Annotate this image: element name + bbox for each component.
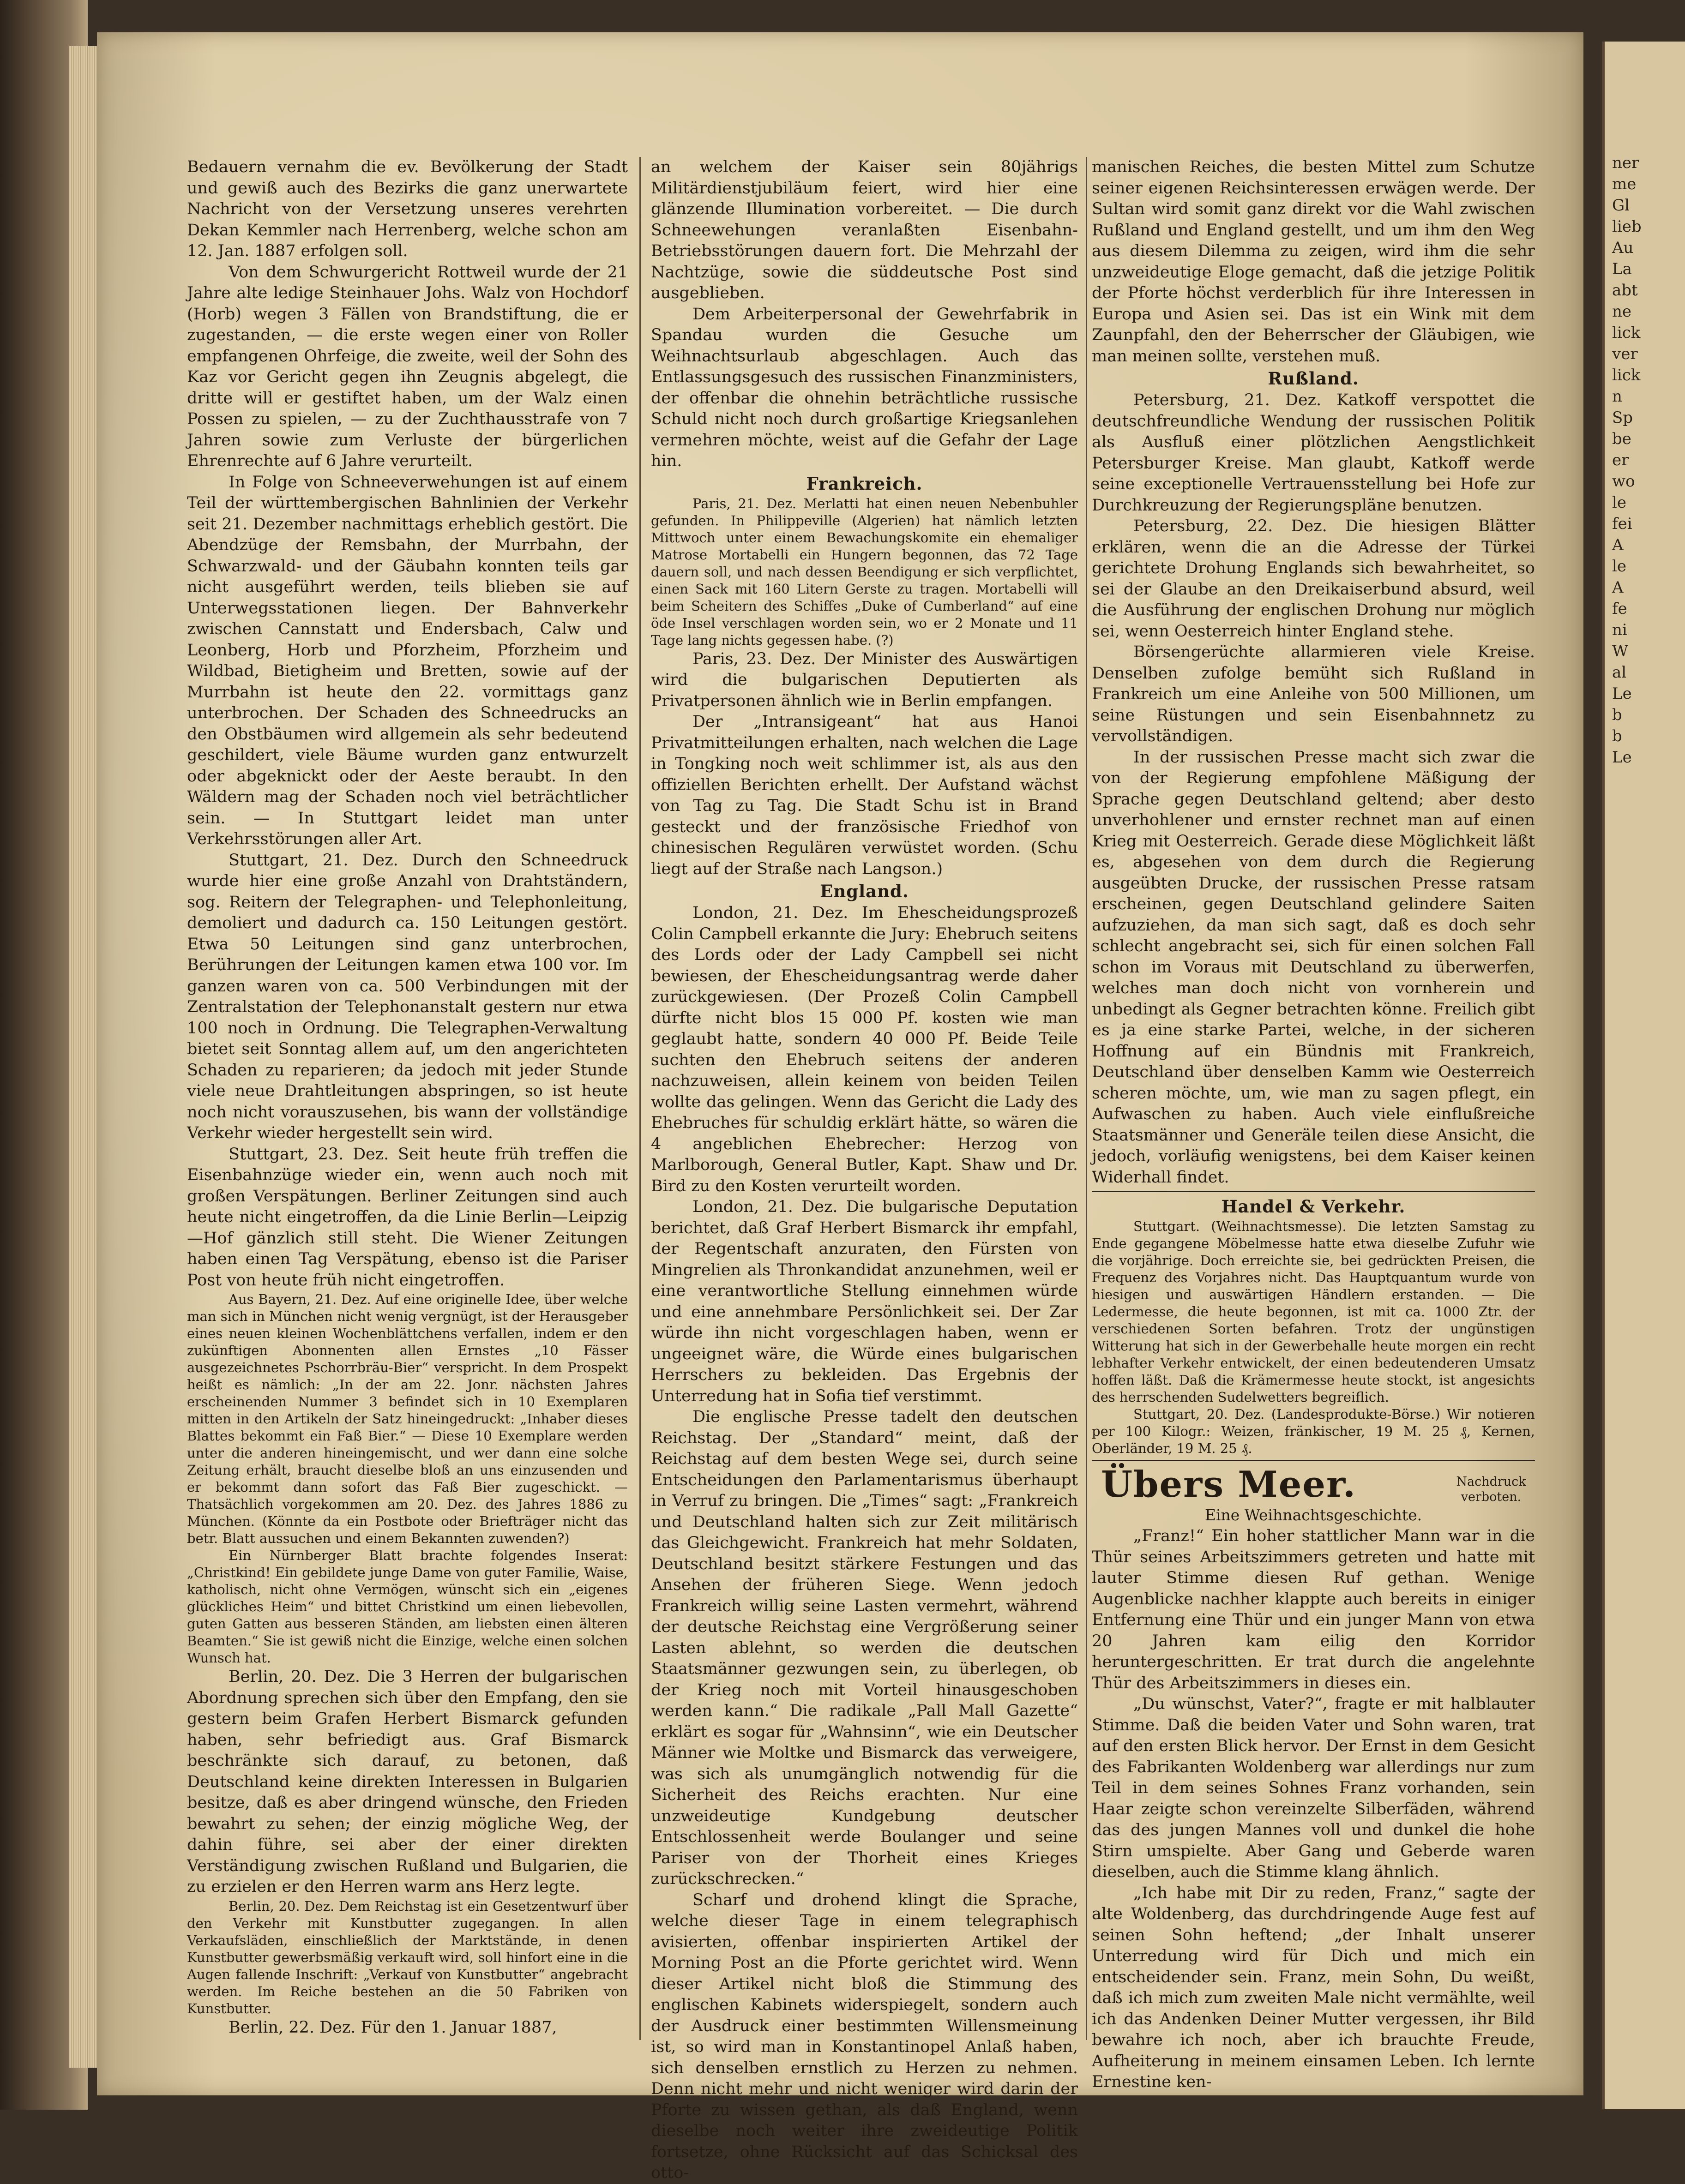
facing-page-line: ner (1612, 154, 1639, 172)
article: an welchem der Kaiser sein 80jährigs Militärdienstjubiläum feiert, wird hier eine glänzende Illumination vorbereitet. — Die durch Schneewehungen veranlaßten Eisenbahn-Betriebsstörungen dauern fort. Die Mehrzahl der Nachtzüge, sowie die süddeutsche Post sind ausgeblieben. (651, 158, 1078, 302)
facing-page-line: W (1612, 642, 1628, 660)
facing-page-line: er (1612, 451, 1629, 469)
article-small: Berlin, 20. Dez. Dem Reichstag ist ein Gesetzentwurf über den Verkehr mit Kunstbutter zugegangen. In allen Verkaufsläden, einschließlich der Marktstände, in denen Kunstbutter gewerbsmäßig verkauft wird, soll hinfort eine in die Augen fallende Inschrift: „Verkauf von Kunstbutter“ angebracht werden. Im Reiche bestehen an die 50 Fabriken von Kunstbutter. (187, 1898, 628, 2016)
article-small: Paris, 21. Dez. Merlatti hat einen neuen Nebenbuhler gefunden. In Philippeville (Algerien) hat nämlich letzten Mittwoch unter einem Bewachungskomite ein ehemaliger Matrose Mortabelli ein Hungern begonnen, das 72 Tage dauern soll, und nach dessen Beendigung er sich verpflichtet, einen Sack mit 160 Litern Gerste zu tragen. Mortabelli will beim Scheitern des Schiffes „Duke of Cumberland“ auf eine öde Insel verschlagen worden sein, wo er 2 Monate und 11 Tage lang nichts gegessen habe. (?) (651, 495, 1078, 648)
article: Die englische Presse tadelt den deutschen Reichstag. Der „Standard“ meint, daß der Reichstag auf dem besten Wege sei, durch seine Entscheidungen den Parlamentarismus überhaupt in Verruf zu bringen. Die „Times“ sagt: „Frankreich und Deutschland halten sich zur Zeit militärisch das Gleichgewicht. Frankreich hat mehr Soldaten, Deutschland besitzt stärkere Festungen und das Ansehen der früheren Siege. Wenn jedoch Frankreich willig seine Lasten vermehrt, während der deutsche Reichstag eine Vergrößerung seiner Lasten ablehnt, so werden die deutschen Staatsmänner gezwungen sein, zu überlegen, ob der Krieg noch mit Vorteil hinausgeschoben werden kann.“ Die radikale „Pall Mall Gazette“ erklärt es sogar für „Wahnsinn“, wie ein Deutscher Männer wie Moltke und Bismarck das verweigere, was sich als unumgänglich notwendig für die Sicherheit des Reichs erachten. Nur eine unzweideutige Kundgebung deutscher Entschlossenheit werde Boulanger und seine Pariser von der Thorheit eines Krieges zurückschrecken.“ (651, 1408, 1078, 1888)
column-rule (639, 157, 641, 2040)
facing-page-line: le (1612, 557, 1626, 576)
article: Stuttgart, 21. Dez. Durch den Schneedruck wurde hier eine große Anzahl von Drahtständern, sog. Reitern der Telegraphen- und Telephonleitung, demoliert und dadurch ca. 150 Leitungen gestört. Etwa 50 Leitungen sind ganz unterbrochen, Berührungen der Leitungen kamen etwa 100 vor. Im ganzen waren von ca. 500 Verbindungen mit der Zentralstation der Telephonanstalt gestern nur etwa 100 noch in Ordnung. Die Telegraphen-Verwaltung bietet seit Sonntag allem auf, um den angerichteten Schaden zu reparieren; da jedoch mit jeder Stunde viele neue Drahtleitungen abspringen, so ist heute noch nicht vorauszusehen, bis wann der vollständige Verkehr wieder hergestellt sein wird. (187, 851, 628, 1142)
section-rule (1092, 1460, 1535, 1461)
column-rule (1086, 157, 1087, 2040)
facing-page-line: ni (1612, 621, 1627, 639)
column-1 (187, 157, 628, 2038)
facing-page-line: Le (1612, 748, 1632, 767)
article: In Folge von Schneeverwehungen ist auf einem Teil der württembergischen Bahnlinien der Verkehr seit 21. Dezember nachmittags erheblich gestört. Die Abendzüge der Remsbahn, der Murrbahn, der Schwarzwald- und der Gäubahn konnten teils gar nicht ausgeführt werden, teils blieben sie auf Unterwegsstationen liegen. Der Bahnverkehr zwischen Cannstatt und Endersbach, Calw und Leonberg, Horb und Pforzheim, Pforzheim und Wildbad, Bietigheim und Bretten, sowie auf der Murrbahn ist heute den 22. vormittags ganz unterbrochen. Der Schaden des Schneedrucks an den Obstbäumen wird allgemein als sehr bedeutend geschildert, viele Bäume wurden ganz entwurzelt oder abgeknickt oder der Aeste beraubt. In den Wäldern mag der Schaden noch viel beträchtlicher sein. — In Stuttgart leidet man unter Verkehrsstörungen aller Art. (187, 473, 628, 848)
facing-page-line: lick (1612, 366, 1641, 384)
section-heading-trade: Handel & Verkehr. (1221, 1196, 1406, 1217)
article: Stuttgart, 23. Dez. Seit heute früh treffen die Eisenbahnzüge wieder ein, wenn auch noch mit großen Verspätungen. Berliner Zeitungen sind auch heute nicht eingetroffen, da die Linie Berlin—Leipzig—Hof gänzlich still steht. Die Wiener Zeitungen haben einen Tag Verspätung, ebenso ist die Pariser Post von heute früh nicht eingetroffen. (187, 1145, 628, 1290)
facing-page-line: A (1612, 536, 1624, 554)
facing-page-line: be (1612, 430, 1631, 448)
article: London, 21. Dez. Die bulgarische Deputation berichtet, daß Graf Herbert Bismarck ihr empfahl, der Regentschaft anzuraten, den Fürsten von Mingrelien als Thronkandidat anzunehmen, weil er eine verantwortliche Stellung einnehmen würde und eine annehmbare Persönlichkeit sei. Der Zar würde ihn nicht vorgeschlagen haben, wenn er ungeeignet wäre, die Würde eines bulgarischen Herrschers zu bekleiden. Das Ergebnis der Unterredung hat in Sofia tief verstimmt. (651, 1198, 1078, 1405)
story-paragraph: „Ich habe mit Dir zu reden, Franz,“ sagte der alte Woldenberg, das durchdringende Auge fest auf seinen Sohn heftend; „der Inhalt unserer Unterredung wird für Dich und mich ein entscheidender sein. Franz, mein Sohn, Du weißt, daß ich mich zum zweiten Male nicht vermählte, weil ich das Andenken Deiner Mutter vergessen, ihr Bild bewahre ich noch, aber ich brauchte Freude, Aufheiterung in meinem einsamen Leben. Ich lernte Ernestine ken- (1092, 1884, 1535, 2091)
column-2 (651, 157, 1078, 2184)
facing-page-line: lick (1612, 324, 1641, 342)
facing-page-line: Au (1612, 239, 1634, 257)
facing-page-line: fe (1612, 600, 1627, 618)
facing-page-line: b (1612, 727, 1622, 745)
facing-page-line: Le (1612, 684, 1632, 703)
facing-page-line: me (1612, 175, 1637, 193)
facing-page-line: b (1612, 706, 1622, 724)
article: Petersburg, 22. Dez. Die hiesigen Blätter erklären, wenn die an die Adresse der Türkei gerichtete Drohung Englands sich bewahrheitet, so sei der Glaube an den Dreikaiserbund absurd, weil die Ausführung der englischen Drohung nur möglich sei, wenn Oesterreich hinter England stehe. (1092, 517, 1535, 641)
article: In der russischen Presse macht sich zwar die von der Regierung empfohlene Mäßigung der Sprache gegen Deutschland geltend; aber desto unverhohlener und ernster rechnet man auf einen Krieg mit Oesterreich. Gerade diese Möglichkeit läßt es, abgesehen von dem durch die Regierung ausgeübten Drucke, der russischen Presse ratsam erscheinen, gegen Deutschland gelindere Saiten aufzuziehen, da man sich sagt, daß es doch sehr schlecht angebracht sei, sich für einen solchen Fall schon im Voraus mit Deutschland zu überwerfen, welches man doch nicht von vornherein und unbedingt als Gegner betrachten könne. Freilich gibt es ja eine starke Partei, welche, in der sicheren Hoffnung auf ein Bündnis mit Frankreich, Deutschland über denselben Kamm wie Oesterreich scheren möchte, um, wie man zu sagen pflegt, ein Aufwaschen zu haben. Auch viele einflußreiche Staatsmänner und Generäle teilen diese Ansicht, die jedoch, vorläufig wenigstens, bei dem Kaiser keinen Widerhall findet. (1092, 748, 1535, 1187)
feuilleton-header (1092, 1465, 1535, 1505)
section-heading-russia: Rußland. (1268, 368, 1359, 389)
facing-page-line: n (1612, 387, 1622, 406)
article: Bedauern vernahm die ev. Bevölkerung der Stadt und gewiß auch des Bezirks die ganz unerwartete Nachricht von der Versetzung unseres verehrten Dekan Kemmler nach Herrenberg, welche schon am 12. Jan. 1887 erfolgen soll. (187, 158, 628, 260)
reprint-notice: Nachdruck verboten. (1456, 1475, 1526, 1504)
facing-page-line: A (1612, 578, 1624, 597)
facing-page-fragment (1602, 42, 1685, 2109)
article-small: Stuttgart. (Weihnachtsmesse). Die letzten Samstag zu Ende gegangene Möbelmesse hatte etwa dieselbe Zufuhr wie die vorjährige. Doch erreichte sie, bei gedrückten Preisen, die Frequenz des Vorjahres nicht. Das Hauptquantum wurde von hiesigen und auswärtigen Händlern erstanden. — Die Ledermesse, die heute begonnen, ist mit ca. 1000 Ztr. der verschiedenen Sorten befahren. Trotz der ungünstigen Witterung hat sich in der Gewerbehalle heute morgen ein recht lebhafter Verkehr entwickelt, der einen bedeutenderen Umsatz hoffen läßt. Daß die Krämermesse heute stockt, ist angesichts des herrschenden Sudelwetters begreiflich. (1092, 1218, 1535, 1405)
facing-page-line: al (1612, 663, 1627, 682)
column-3 (1092, 157, 1535, 2093)
article: Berlin, 22. Dez. Für den 1. Januar 1887, (229, 2018, 557, 2037)
article-small: Ein Nürnberger Blatt brachte folgendes Inserat: „Christkind! Ein gebildete junge Dame von guter Familie, Waise, katholisch, nicht ohne Vermögen, wünscht sich ein „eigenes glückliches Heim“ und bittet Christkind um einen liebevollen, guten Gatten aus besseren Ständen, am liebsten einen älteren Beamten.“ Sie ist gewiß nicht die Einzige, welche einen solchen Wunsch hat. (187, 1548, 628, 1666)
story-paragraph: „Franz!“ Ein hoher stattlicher Mann war in die Thür seines Arbeitszimmers getreten und hatte mit lauter Stimme diesen Ruf gethan. Wenige Augenblicke nachher klappte auch bereits in einiger Entfernung eine Thür und ein junger Mann von etwa 20 Jahren kam eilig den Korridor heruntergeschritten. Er trat durch die angelehnte Thür des Arbeitszimmers in dieses ein. (1092, 1527, 1535, 1692)
facing-page-line: le (1612, 493, 1626, 512)
facing-page-line: wo (1612, 472, 1635, 491)
facing-page-line: ver (1612, 345, 1638, 363)
feuilleton-subtitle: Eine Weihnachtsgeschichte. (1204, 1506, 1422, 1524)
story-paragraph: „Du wünschst, Vater?“, fragte er mit halblauter Stimme. Daß die beiden Vater und Sohn waren, trat auf den ersten Blick hervor. Der Ernst in dem Gesicht des Fabrikanten Woldenberg war allerdings nur zum Teil in dem seines Sohnes Franz vorhanden, sein Haar zeigte schon vereinzelte Silberfäden, während das des jungen Mannes voll und dunkel die hohe Stirn umspielte. Aber Gang und Geberde waren dieselben, auch die Stimme klang ähnlich. (1092, 1695, 1535, 1881)
article: Scharf und drohend klingt die Sprache, welche dieser Tage in einem telegraphisch avisierten, offenbar inspirierten Artikel der Morning Post an die Pforte gerichtet wird. Wenn dieser Artikel nicht bloß die Stimmung des englischen Kabinets widerspiegelt, sondern auch der Ausdruck einer bestimmten Willensmeinung ist, so wird man in Konstantinopel Anlaß haben, sich denselben ernstlich zu Herzen zu nehmen. Denn nicht mehr und nicht weniger wird darin der Pforte zu wissen gethan, als daß England, wenn dieselbe noch weiter ihre zweideutige Politik fortsetze, ohne Rücksicht auf das Schicksal des otto- (651, 1890, 1078, 2182)
article: Der „Intransigeant“ hat aus Hanoi Privatmitteilungen erhalten, nach welchen die Lage in Tongking noch weit schlimmer ist, als aus den offiziellen Berichten erhellt. Der Aufstand wächst von Tag zu Tag. Die Stadt Schu ist in Brand gesteckt und der französische Friedhof von chinesischen Regulären verwüstet worden. (Schu liegt auf der Straße nach Langson.) (651, 713, 1078, 878)
article: Von dem Schwurgericht Rottweil wurde der 21 Jahre alte ledige Steinhauer Johs. Walz von Hochdorf (Horb) wegen 3 Fällen von Brandstiftung, die er zugestanden, — die erste wegen einer von Roller empfangenen Ohrfeige, die zweite, weil der Sohn des Kaz vor Gericht gegen ihn Zeugnis abgelegt, die dritte will er gestiftet haben, um der Walz einen Possen zu spielen, — zu der Zuchthausstrafe von 7 Jahren sowie zum Verluste der bürgerlichen Ehrenrechte auf 6 Jahre verurteilt. (187, 263, 628, 470)
facing-page-line: lieb (1612, 217, 1642, 236)
facing-page-line: La (1612, 260, 1632, 278)
facing-page-line: fei (1612, 515, 1632, 533)
article: manischen Reiches, die besten Mittel zum Schutze seiner eigenen Reichsinteressen erwägen werde. Der Sultan wird somit ganz direkt vor die Wahl zwischen Rußland und England gestellt, und um ihm den Weg aus diesem Dilemma zu zeigen, wird ihm die sehr unzweideutige Eloge gemacht, daß die jetzige Politik der Pforte höchst verderblich für ihre Interessen in Europa und Asien sei. Das ist ein Wink mit dem Zaunpfahl, den der Beherrscher der Gläubigen, wie man meinen sollte, verstehen muß. (1092, 158, 1535, 366)
section-heading-england: England. (820, 881, 909, 901)
article: London, 21. Dez. Im Ehescheidungsprozeß Colin Campbell erkannte die Jury: Ehebruch seitens des Lords oder der Lady Campbell sei nicht bewiesen, der Ehescheidungsantrag werde daher zurückgewiesen. (Der Prozeß Colin Campbell dürfte nicht blos 15 000 Pf. kosten wie man geglaubt hatte, sondern 40 000 Pf. Beide Teile suchten den Ehebruch seitens der anderen nachzuweisen, allein keinem von beiden Teilen wollte das gelingen. Wenn das Gericht die Lady des Ehebruches für schuldig erklärt hätte, so wären die 4 angeblichen Ehebrecher: Herzog von Marlborough, General Butler, Kapt. Shaw und Dr. Bird zu den Kosten verurteilt worden. (651, 904, 1078, 1195)
section-heading-france: Frankreich. (806, 473, 923, 494)
section-rule (1092, 1191, 1535, 1192)
article: Paris, 23. Dez. Der Minister des Auswärtigen wird die bulgarischen Deputierten als Privatpersonen ähnlich wie in Berlin empfangen. (651, 649, 1078, 710)
article: Berlin, 20. Dez. Die 3 Herren der bulgarischen Abordnung sprechen sich über den Empfang, den sie gestern beim Grafen Herbert Bismarck gefunden haben, sehr befriedigt aus. Graf Bismarck beschränkte sich darauf, zu betonen, daß Deutschland keine direkten Interessen in Bulgarien besitze, daß es aber dringend wünsche, den Frieden bewahrt zu sehen; der einzig mögliche Weg, der dahin führe, sei aber der einer direkten Verständigung zwischen Rußland und Bulgarien, die zu erzielen er den Herren warm ans Herz legte. (187, 1668, 628, 1896)
facing-page-line: Sp (1612, 408, 1633, 427)
feuilleton-title: Übers Meer. (1101, 1464, 1357, 1506)
article-small: Aus Bayern, 21. Dez. Auf eine originelle Idee, über welche man sich in München nicht wenig vergnügt, ist der Herausgeber eines neuen kleinen Wochenblättchens verfallen, indem er den zukünftigen Abonnenten allen Ernstes „10 Fässer ausgezeichnetes Pschorrbräu-Bier“ verspricht. In dem Prospekt heißt es nämlich: „In der am 22. Jonr. nächsten Jahres erscheinenden Nummer 3 befindet sich in 10 Exemplaren mitten in den Artikeln der Satz hineingedruckt: „Inhaber dieses Blattes bekommt ein Faß Bier.“ — Diese 10 Exemplare werden unter die anderen hineingemischt, und wer dann eine solche Zeitung erhält, braucht dieselbe bloß an uns einzusenden und er bekommt dann sofort das Faß Bier zugeschickt. — Thatsächlich vorgekommen am 20. Dez. des Jahres 1886 zu München. (Könnte da ein Postbote oder Briefträger nicht das betr. Blatt aussuchen und einem Bekannten zuwenden?) (187, 1291, 628, 1546)
article: Dem Arbeiterpersonal der Gewehrfabrik in Spandau wurden die Gesuche um Weihnachtsurlaub abgeschlagen. Auch das Entlassungsgesuch des russischen Finanzministers, der offenbar die ohnehin beträchtliche russische Schuld nicht noch durch großartige Kriegsanlehen vermehren möchte, weist auf die Gefahr der Lage hin. (651, 305, 1078, 470)
facing-page-line: ne (1612, 302, 1632, 321)
article-small: Stuttgart, 20. Dez. (Landesprodukte-Börse.) Wir notieren per 100 Kilogr.: Weizen, fränkischer, 19 M. 25 ₰, Kernen, Oberländer, 19 M. 25 ₰. (1092, 1406, 1535, 1456)
article: Petersburg, 21. Dez. Katkoff verspottet die deutschfreundliche Wendung der russischen Politik als Ausfluß einer plötzlichen Aengstlichkeit Petersburger Kreise. Man glaubt, Katkoff werde seine exceptionelle Vertrauensstellung bei Hofe zur Durchkreuzung der Regierungspläne benutzen. (1092, 391, 1535, 515)
facing-page-line: abt (1612, 281, 1638, 300)
article: Börsengerüchte allarmieren viele Kreise. Denselben zufolge bemüht sich Rußland in Frankreich um eine Anleihe von 500 Millionen, um seine Rüstungen und sein Eisenbahnnetz zu vervollständigen. (1092, 643, 1535, 745)
facing-page-line: Gl (1612, 196, 1630, 215)
